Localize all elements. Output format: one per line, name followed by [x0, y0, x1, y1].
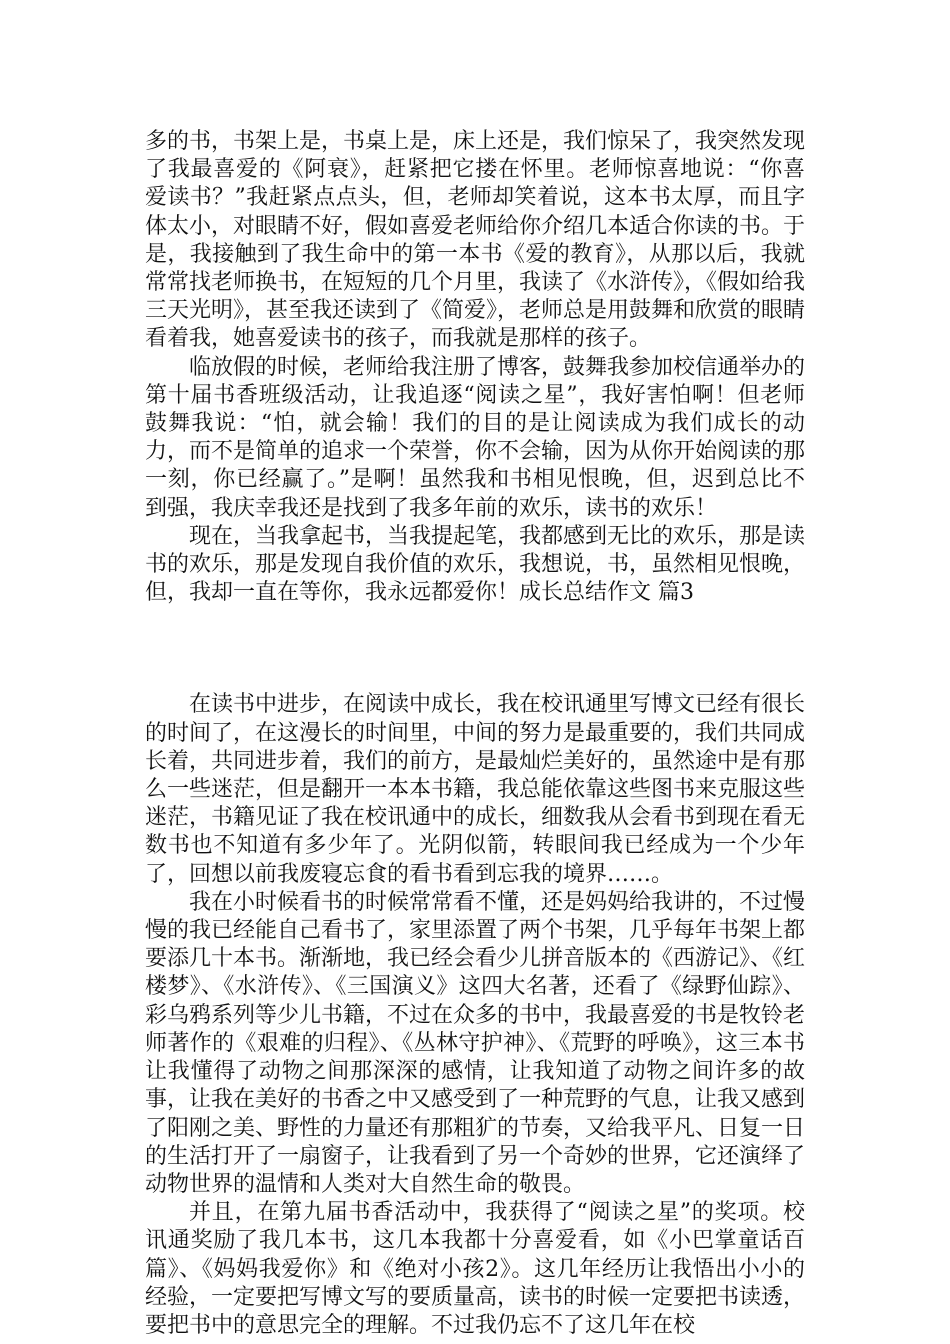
paragraph: 在读书中进步，在阅读中成长，我在校讯通里写博文已经有很长的时间了，在这漫长的时间里，中间的努力是最重要的，我们共同成长着，共同进步着，我们的前方，是最灿烂美好的，虽然途中是有那么一些迷茫，但是翻开一本本书籍，我总能依靠这些图书来克服这些迷茫，书籍见证了我在校讯通中的成长，细数我从会看书到现在看无数书也不知道有多少年了。光阴似箭，转眼间我已经成为一个少年了，回想以前我废寝忘食的看书看到忘我的境界……。	[145, 692, 806, 887]
paragraph: 我在小时候看书的时候常常看不懂，还是妈妈给我讲的，不过慢慢的我已经能自己看书了，家里添置了两个书架，几乎每年书架上都要添几十本书。渐渐地，我已经会看少儿拼音版本的《西游记》、《红楼梦》、《水浒传》、《三国演义》这四大名著，还看了《绿野仙踪》、彩乌鸦系列等少儿书籍，不过在众多的书中，我最喜爱的书是牧铃老师著作的《艰难的归程》、《丛林守护神》、《荒野的呼唤》，这三本书让我懂得了动物之间那深深的感情，让我知道了动物之间许多的故事，让我在美好的书香之中又感受到了一种荒野的气息，让我又感到了阳刚之美、野性的力量还有那粗犷的节奏，又给我平凡、日复一日的生活打开了一扇窗子，让我看到了另一个奇妙的世界，它还演绎了动物世界的温情和人类对大自然生命的敬畏。	[145, 889, 806, 1197]
document-body	[145, 128, 805, 1340]
paragraph: 现在，当我拿起书，当我提起笔，我都感到无比的欢乐，那是读书的欢乐，那是发现自我价值的欢乐，我想说，书，虽然相见恨晚，但，我却一直在等你，我永远都爱你！成长总结作文 篇3	[145, 523, 806, 606]
paragraph: 临放假的时候，老师给我注册了博客，鼓舞我参加校信通举办的第十届书香班级活动，让我追逐“阅读之星”，我好害怕啊！但老师鼓舞我说：“怕，就会输！我们的目的是让阅读成为我们成长的动力，而不是简单的追求一个荣誉，你不会输，因为从你开始阅读的那一刻，你已经赢了。”是啊！虽然我和书相见恨晚，但，迟到总比不到强，我庆幸我还是找到了我多年前的欢乐，读书的欢乐！	[145, 354, 806, 521]
paragraph: 并且，在第九届书香活动中，我获得了“阅读之星”的奖项。校讯通奖励了我几本书，这几本我都十分喜爱看，如《小巴掌童话百篇》、《妈妈我爱你》和《绝对小孩2》。这几年经历让我悟出小小的经验，一定要把写博文写的要质量高，读书的时候一定要把书读透，要把书中的意思完全的理解。不过我仍忘不了这几年在校	[145, 1200, 806, 1338]
section-gap	[145, 607, 805, 691]
paragraph-continued: 多的书，书架上是，书桌上是，床上还是，我们惊呆了，我突然发现了我最喜爱的《阿衰》，赶紧把它搂在怀里。老师惊喜地说：“你喜爱读书？”我赶紧点点头，但，老师却笑着说，这本书太厚，而且字体太小，对眼睛不好，假如喜爱老师给你介绍几本适合你读的书。于是，我接触到了我生命中的第一本书《爱的教育》，从那以后，我就常常找老师换书，在短短的几个月里，我读了《水浒传》，《假如给我三天光明》，甚至我还读到了《简爱》，老师总是用鼓舞和欣赏的眼睛看着我，她喜爱读书的孩子，而我就是那样的孩子。	[145, 129, 806, 352]
